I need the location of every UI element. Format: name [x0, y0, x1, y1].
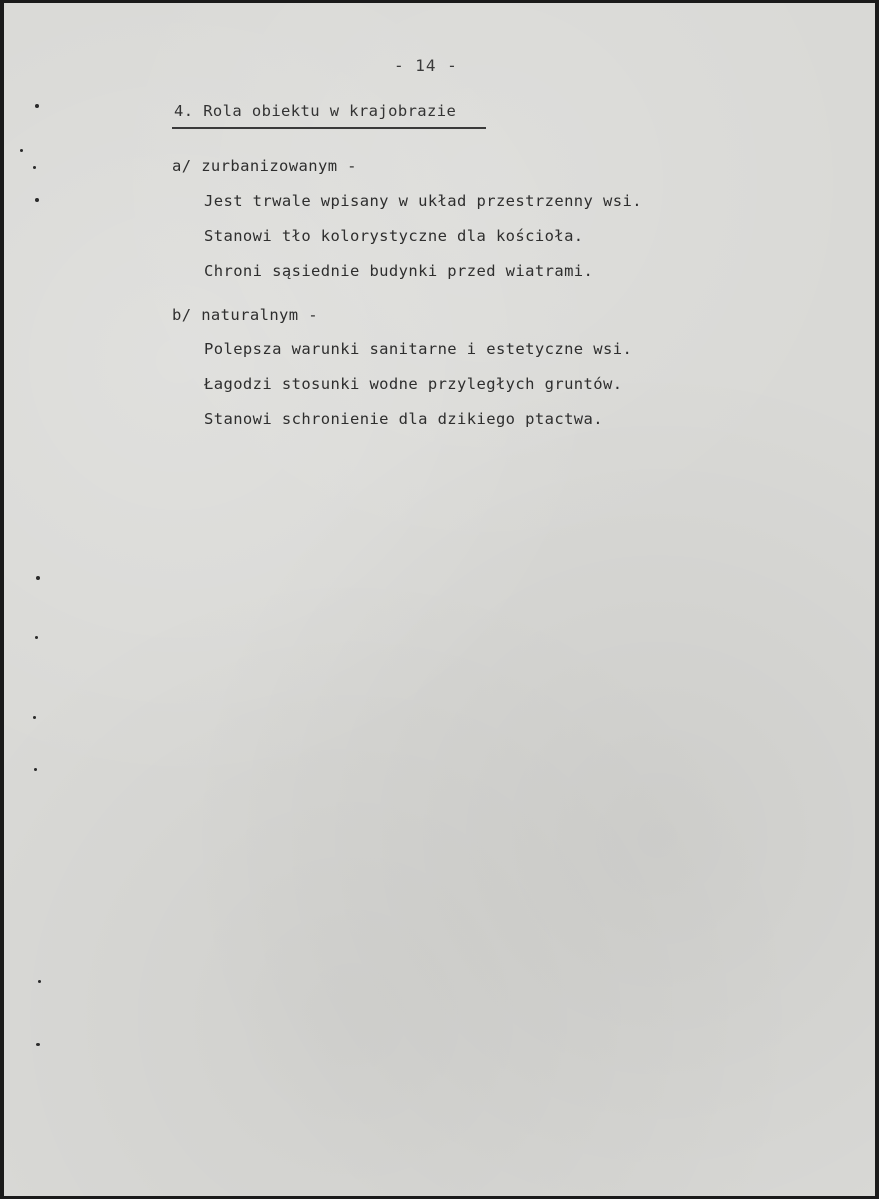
list-item: Polepsza warunki sanitarne i estetyczne wsi. — [204, 340, 633, 358]
heading-underline — [172, 127, 486, 129]
margin-speck — [20, 149, 23, 152]
document-page — [4, 3, 875, 1196]
page-number: - 14 - — [394, 56, 458, 75]
list-item: Jest trwale wpisany w układ przestrzenny wsi. — [204, 192, 642, 210]
margin-speck — [38, 980, 41, 983]
list-item: Chroni sąsiednie budynki przed wiatrami. — [204, 262, 594, 280]
section-label-urbanized: a/ zurbanizowanym - — [172, 157, 357, 175]
margin-speck — [35, 198, 39, 202]
section-heading: 4. Rola obiektu w krajobrazie — [174, 102, 457, 120]
margin-speck — [33, 716, 36, 719]
list-item: Stanowi tło kolorystyczne dla kościoła. — [204, 227, 584, 245]
margin-speck — [33, 166, 36, 169]
list-item: Stanowi schronienie dla dzikiego ptactwa. — [204, 410, 604, 428]
margin-speck — [36, 1043, 40, 1046]
margin-speck — [36, 576, 40, 580]
list-item: Łagodzi stosunki wodne przyległych gruntów. — [204, 375, 623, 393]
margin-speck — [35, 636, 38, 639]
margin-speck — [34, 768, 37, 771]
margin-speck — [35, 104, 39, 108]
section-label-natural: b/ naturalnym - — [172, 306, 318, 324]
